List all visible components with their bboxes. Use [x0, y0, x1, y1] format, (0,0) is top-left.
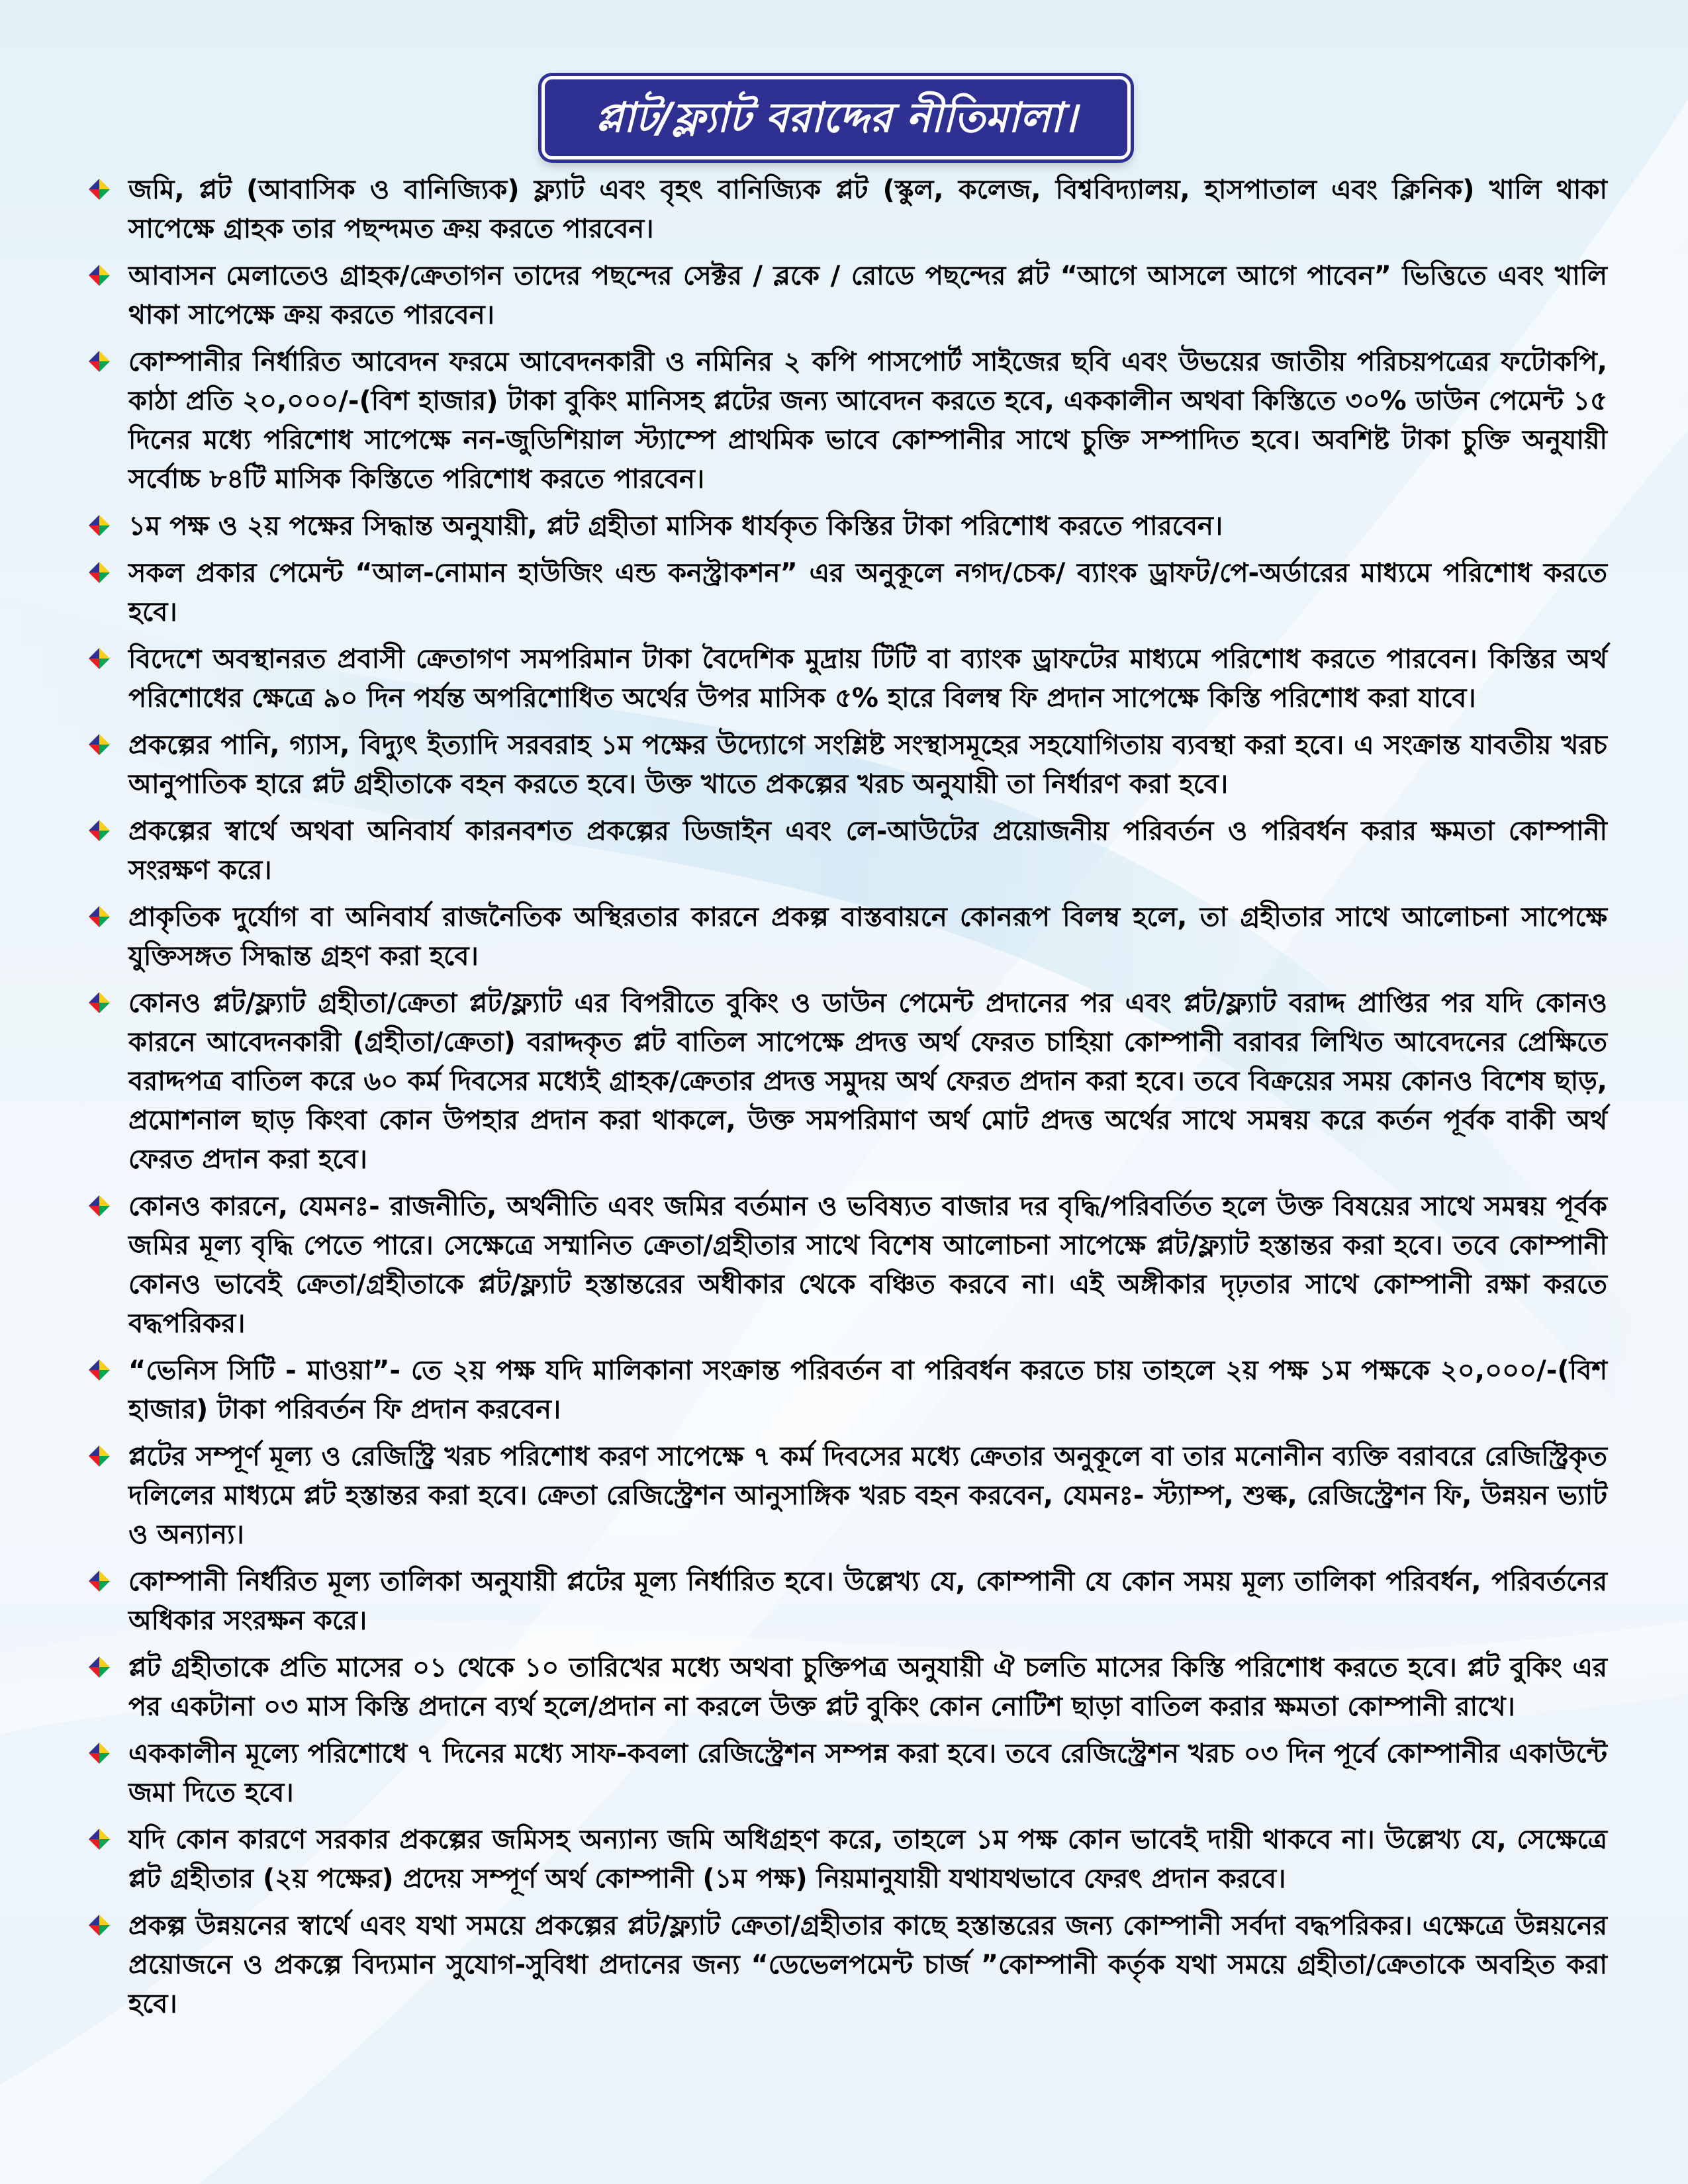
list-item	[85, 1907, 1607, 2024]
list-item-text: কোম্পানীর নির্ধারিত আবেদন ফরমে আবেদনকারী ও নমিনির ২ কপি পাসপোর্ট সাইজের ছবি এবং উভয়ের জাতীয় পরিচয়পত্রের ফটোকপি, কাঠা প্রতি ২০,০০০/-(বিশ হাজার) টাকা বুকিং মানিসহ প্লটের জন্য আবেদন করতে হবে, এককালীন অথবা কিস্তিতে ৩০% ডাউন পেমেন্ট ১৫ দিনের মধ্যে পরিশোধ সাপেক্ষে নন-জুডিশিয়াল স্ট্যাম্পে প্রাথমিক ভাবে কোম্পানীর সাথে চুক্তি সম্পাদিত হবে। অবশিষ্ট টাকা চুক্তি অনুযায়ী সর্বোচ্চ ৮৪টি মাসিক কিস্তিতে পরিশোধ করতে পারবেন।	[128, 347, 1607, 494]
list-item-text: কোনও প্লট/ফ্ল্যাট গ্রহীতা/ক্রেতা প্লট/ফ্ল্যাট এর বিপরীতে বুকিং ও ডাউন পেমেন্ট প্রদানের পর এবং প্লট/ফ্ল্যাট বরাদ্দ প্রাপ্তির পর যদি কোনও কারনে আবেদনকারী (গ্রহীতা/ক্রেতা) বরাদ্দকৃত প্লট বাতিল সাপেক্ষে প্রদত্ত অর্থ ফেরত চাহিয়া কোম্পানী বরাবর লিখিত আবেদনের প্রেক্ষিতে বরাদ্দপত্র বাতিল করে ৬০ কর্ম দিবসের মধ্যেই গ্রাহক/ক্রেতার প্রদত্ত সমুদয় অর্থ ফেরত প্রদান করা হবে। তবে বিক্রয়ের সময় কোনও বিশেষ ছাড়, প্রমোশনাল ছাড় কিংবা কোন উপহার প্রদান করা থাকলে, উক্ত সমপরিমাণ অর্থ মোট প্রদত্ত অর্থের সাথে সমন্বয় করে কর্তন পূর্বক বাকী অর্থ ফেরত প্রদান করা হবে।	[128, 988, 1607, 1175]
page-title: প্লাট/ফ্ল্যাট বরাদ্দের নীতিমালা।	[595, 93, 1077, 142]
list-item-text: ১ম পক্ষ ও ২য় পক্ষের সিদ্ধান্ত অনুযায়ী, প্লট গ্রহীতা মাসিক ধার্যকৃত কিস্তির টাকা পরিশোধ করতে পারবেন।	[128, 511, 1223, 541]
four-color-diamond-icon	[87, 514, 111, 537]
four-color-diamond-icon	[87, 1913, 111, 1937]
four-color-diamond-icon	[87, 1655, 111, 1679]
list-item	[85, 1735, 1607, 1813]
four-color-diamond-icon	[87, 991, 111, 1015]
list-item-text: প্লটের সম্পূর্ণ মূল্য ও রেজিস্ট্রি খরচ পরিশোধ করণ সাপেক্ষে ৭ কর্ম দিবসের মধ্যে ক্রেতার অনুকূলে বা তার মনোনীন ব্যক্তি বরাবরে রেজিস্ট্রিকৃত দলিলের মাধ্যমে প্লট হস্তান্তর করা হবে। ক্রেতা রেজিস্ট্রেশন আনুসাঙ্গিক খরচ বহন করবেন, যেমনঃ- স্ট্যাম্প, শুল্ক, রেজিস্ট্রেশন ফি, উন্নয়ন ভ্যাট ও অন্যান্য।	[128, 1441, 1607, 1550]
list-item-text: প্রকল্পের স্বার্থে অথবা অনিবার্য কারনবশত প্রকল্পের ডিজাইন এবং লে-আউটের প্রয়োজনীয় পরিবর্তন ও পরিবর্ধন করার ক্ষমতা কোম্পানী সংরক্ষণ করে।	[128, 816, 1607, 886]
list-item-text: যদি কোন কারণে সরকার প্রকল্পের জমিসহ অন্যান্য জমি অধিগ্রহণ করে, তাহলে ১ম পক্ষ কোন ভাবেই দায়ী থাকবে না। উল্লেখ্য যে, সেক্ষেত্রে প্লট গ্রহীতার (২য় পক্ষের) প্রদেয় সম্পূর্ণ অর্থ কোম্পানী (১ম পক্ষ) নিয়মানুযায়ী যথাযথভাবে ফেরৎ প্রদান করবে।	[128, 1825, 1607, 1894]
four-color-diamond-icon	[87, 819, 111, 842]
list-item-text: প্লট গ্রহীতাকে প্রতি মাসের ০১ থেকে ১০ তারিখের মধ্যে অথবা চুক্তিপত্র অনুযায়ী ঐ চলতি মাসের কিস্তি পরিশোধ করতে হবে। প্লট বুকিং এর পর একটানা ০৩ মাস কিস্তি প্রদানে ব্যর্থ হলে/প্রদান না করলে উক্ত প্লট বুকিং কোন নোটিশ ছাড়া বাতিল করার ক্ষমতা কোম্পানী রাখে।	[128, 1653, 1607, 1722]
list-item	[85, 1649, 1607, 1727]
four-color-diamond-icon	[87, 177, 111, 201]
four-color-diamond-icon	[87, 1741, 111, 1765]
list-item-text: জমি, প্লট (আবাসিক ও বানিজ্যিক) ফ্ল্যাট এবং বৃহৎ বানিজ্যিক প্লট (স্কুল, কলেজ, বিশ্ববিদ্যালয়, হাসপাতাল এবং ক্লিনিক) খালি থাকা সাপেক্ষে গ্রাহক তার পছন্দমত ক্রয় করতে পারবেন।	[128, 175, 1607, 244]
four-color-diamond-icon	[87, 1827, 111, 1851]
list-item	[85, 171, 1607, 249]
list-item	[85, 640, 1607, 718]
list-item	[85, 343, 1607, 499]
list-item	[85, 812, 1607, 890]
four-color-diamond-icon	[87, 263, 111, 287]
list-item-text: এককালীন মূল্যে পরিশোধে ৭ দিনের মধ্যে সাফ-কবলা রেজিস্ট্রেশন সম্পন্ন করা হবে। তবে রেজিস্ট্রেশন খরচ ০৩ দিন পূর্বে কোম্পানীর একাউন্টে জমা দিতে হবে।	[128, 1739, 1608, 1808]
four-color-diamond-icon	[87, 905, 111, 929]
list-item-text: কোনও কারনে, যেমনঃ- রাজনীতি, অর্থনীতি এবং জমির বর্তমান ও ভবিষ্যত বাজার দর বৃদ্ধি/পরিবর্তিত হলে উক্ত বিষয়ের সাথে সমন্বয় পূর্বক জমির মূল্য বৃদ্ধি পেতে পারে। সেক্ষেত্রে সম্মানিত ক্রেতা/গ্রহীতার সাথে বিশেষ আলোচনা সাপেক্ষে প্লট/ফ্ল্যাট হস্তান্তর করা হবে। তবে কোম্পানী কোনও ভাবেই ক্রেতা/গ্রহীতাকে প্লট/ফ্ল্যাট হস্তান্তরের অধীকার থেকে বঞ্চিত করবে না। এই অঙ্গীকার দৃঢ়তার সাথে কোম্পানী রক্ষা করতে বদ্ধপরিকর।	[128, 1191, 1607, 1339]
four-color-diamond-icon	[87, 1194, 111, 1218]
list-item	[85, 726, 1607, 804]
list-item	[85, 898, 1607, 976]
list-item-text: আবাসন মেলাতেও গ্রাহক/ক্রেতাগন তাদের পছন্দের সেক্টর / ব্লকে / রোডে পছন্দের প্লট “আগে আসলে আগে পাবেন” ভিত্তিতে এবং খালি থাকা সাপেক্ষে ক্রয় করতে পারবেন।	[128, 261, 1607, 330]
four-color-diamond-icon	[87, 1569, 111, 1593]
four-color-diamond-icon	[87, 733, 111, 756]
list-item	[85, 984, 1607, 1179]
policy-list	[85, 171, 1607, 2032]
four-color-diamond-icon	[87, 349, 111, 373]
list-item	[85, 1563, 1607, 1641]
list-item-text: প্রকল্প উন্নয়নের স্বার্থে এবং যথা সময়ে প্রকল্পের প্লট/ফ্ল্যাট ক্রেতা/গ্রহীতার কাছে হস্তান্তরের জন্য কোম্পানী সর্বদা বদ্ধপরিকর। এক্ষেত্রে উন্নয়নের প্রয়োজনে ও প্রকল্পে বিদ্যমান সুযোগ-সুবিধা প্রদানের জন্য “ডেভেলপমেন্ট চার্জ ”কোম্পানী কর্তৃক যথা সময়ে গ্রহীতা/ক্রেতাকে অবহিত করা হবে।	[128, 1911, 1607, 2019]
list-item	[85, 257, 1607, 335]
title-badge	[541, 76, 1131, 159]
list-item	[85, 1437, 1607, 1555]
list-item	[85, 507, 1607, 546]
four-color-diamond-icon	[87, 1358, 111, 1382]
list-item-text: “ভেনিস সিটি - মাওয়া”- তে ২য় পক্ষ যদি মালিকানা সংক্রান্ত পরিবর্তন বা পরিবর্ধন করতে চায় তাহলে ২য় পক্ষ ১ম পক্ষকে ২০,০০০/-(বিশ হাজার) টাকা পরিবর্তন ফি প্রদান করবেন।	[128, 1355, 1607, 1425]
list-item-text: বিদেশে অবস্থানরত প্রবাসী ক্রেতাগণ সমপরিমান টাকা বৈদেশিক মুদ্রায় টিটি বা ব্যাংক ড্রাফটের মাধ্যমে পরিশোধ করতে পারবেন। কিস্তির অর্থ পরিশোধের ক্ষেত্রে ৯০ দিন পর্যন্ত অপরিশোধিত অর্থের উপর মাসিক ৫% হারে বিলম্ব ফি প্রদান সাপেক্ষে কিস্তি পরিশোধ করা যাবে।	[128, 644, 1607, 713]
list-item	[85, 1821, 1607, 1899]
list-item-text: সকল প্রকার পেমেন্ট “আল-নোমান হাউজিং এন্ড কনস্ট্রাকশন” এর অনুকূলে নগদ/চেক/ ব্যাংক ড্রাফট/পে-অর্ডারের মাধ্যমে পরিশোধ করতে হবে।	[128, 558, 1607, 627]
list-item-text: প্রকল্পের পানি, গ্যাস, বিদ্যুৎ ইত্যাদি সরবরাহ ১ম পক্ষের উদ্যোগে সংশ্লিষ্ট সংস্থাসমূহের সহযোগিতায় ব্যবস্থা করা হবে। এ সংক্রান্ত যাবতীয় খরচ আনুপাতিক হারে প্লট গ্রহীতাকে বহন করতে হবে। উক্ত খাতে প্রকল্পের খরচ অনুযায়ী তা নির্ধারণ করা হবে।	[128, 730, 1607, 799]
list-item	[85, 1351, 1607, 1430]
list-item-text: প্রাকৃতিক দুর্যোগ বা অনিবার্য রাজনৈতিক অস্থিরতার কারনে প্রকল্প বাস্তবায়নে কোনরূপ বিলম্ব হলে, তা গ্রহীতার সাথে আলোচনা সাপেক্ষে যুক্তিসঙ্গত সিদ্ধান্ত গ্রহণ করা হবে।	[128, 902, 1607, 972]
list-item-text: কোম্পানী নির্ধরিত মূল্য তালিকা অনুযায়ী প্লটের মূল্য নির্ধারিত হবে। উল্লেখ্য যে, কোম্পানী যে কোন সময় মূল্য তালিকা পরিবর্ধন, পরিবর্তনের অধিকার সংরক্ষন করে।	[128, 1567, 1607, 1636]
four-color-diamond-icon	[87, 1444, 111, 1468]
list-item	[85, 1187, 1607, 1343]
list-item	[85, 554, 1607, 632]
four-color-diamond-icon	[87, 561, 111, 584]
four-color-diamond-icon	[87, 647, 111, 670]
